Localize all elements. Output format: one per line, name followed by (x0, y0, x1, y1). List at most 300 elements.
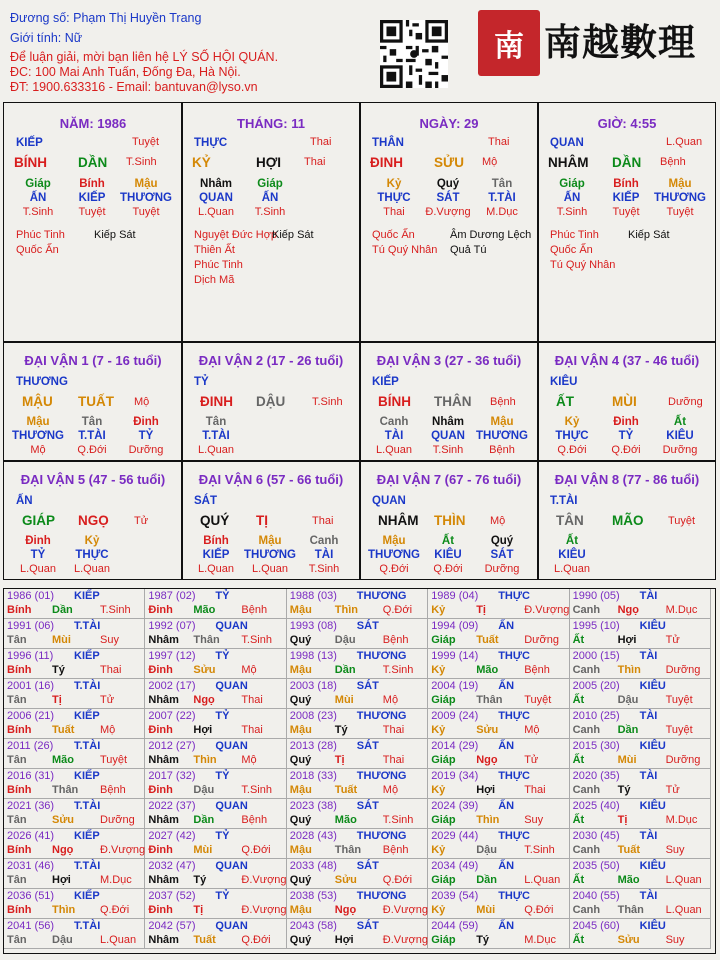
year-label: 2014 (29) (431, 740, 479, 752)
dai-van-life-stage: Mộ (134, 396, 150, 408)
hidden-star: TỶ (138, 430, 154, 442)
year-can: Giáp (431, 754, 456, 766)
pillar-title: THÁNG: 11 (237, 116, 305, 131)
dai-van-can: GIÁP (22, 513, 56, 528)
hidden-stem: Mậu (26, 416, 50, 428)
year-life-stage: L.Quan (665, 874, 702, 886)
year-life-stage: Mộ (241, 754, 257, 766)
year-star: ẤN (498, 800, 515, 812)
year-life-stage: Tuyệt (100, 754, 128, 766)
hidden-stem: Đinh (133, 416, 159, 428)
year-label: 2029 (44) (431, 830, 479, 842)
year-cell (4, 589, 145, 619)
year-life-stage: Mộ (100, 724, 116, 736)
hidden-stem: Giáp (559, 178, 585, 190)
year-label: 2015 (30) (572, 740, 620, 752)
year-life-stage: Thai (382, 724, 405, 736)
dai-van-chi: DẬU (256, 394, 286, 409)
chart-grid (3, 102, 716, 580)
year-can: Tân (7, 694, 27, 706)
year-can: Bính (7, 844, 32, 856)
year-chi: Sửu (617, 934, 640, 946)
year-star: KIẾP (74, 770, 100, 782)
hidden-star: ẤN (563, 192, 581, 204)
year-label: 2025 (40) (572, 800, 620, 812)
pillar-top-star: KIẾP (16, 137, 43, 149)
hidden-star: T.TÀI (78, 430, 106, 442)
year-can: Tân (7, 814, 27, 826)
year-star: T.TÀI (74, 680, 101, 692)
hidden-status: Tuyệt (612, 206, 640, 218)
year-label: 2035 (50) (572, 860, 620, 872)
year-star: TÀI (639, 650, 658, 662)
year-star: THƯƠNG (356, 710, 407, 722)
year-label: 2000 (15) (572, 650, 620, 662)
year-life-stage: Q.Đới (524, 904, 554, 916)
year-cell (570, 739, 711, 769)
hidden-stem: Mậu (668, 178, 692, 190)
year-star: KIẾP (74, 830, 100, 842)
year-chi: Dậu (52, 934, 73, 946)
year-star: THỰC (498, 590, 530, 602)
year-life-stage: Tử (524, 754, 539, 766)
year-life-stage: Thai (100, 664, 122, 676)
year-label: 2041 (56) (7, 920, 55, 932)
year-label: 1986 (01) (7, 590, 55, 602)
year-can: Ất (572, 634, 585, 646)
year-cell (287, 859, 428, 889)
year-cell (145, 799, 286, 829)
year-cell (428, 619, 569, 649)
year-can: Mậu (289, 784, 312, 796)
year-chi: Thìn (476, 814, 500, 826)
year-can: Kỷ (431, 604, 446, 616)
year-label: 2005 (20) (572, 680, 620, 692)
year-cell (428, 829, 569, 859)
year-label: 1994 (09) (431, 620, 479, 632)
hidden-status: Tuyệt (78, 206, 106, 218)
year-star: THỰC (498, 830, 530, 842)
seal-stamp: 南 (478, 10, 540, 76)
pillar-life-stage: Thai (304, 156, 326, 168)
year-star: ẤN (498, 620, 515, 632)
year-chi: Mão (334, 814, 357, 826)
year-life-stage: L.Quan (524, 874, 561, 886)
year-label: 2021 (36) (7, 800, 55, 812)
year-life-stage: Suy (100, 634, 119, 646)
pillar-bad-star: Kiếp Sát (94, 229, 136, 241)
pillar-top-status: Thai (310, 136, 332, 148)
hidden-star: KIÊU (434, 549, 462, 561)
year-star: T.TÀI (74, 740, 101, 752)
year-life-stage: Dưỡng (665, 754, 701, 766)
year-life-stage: T.Sinh (241, 784, 272, 796)
year-life-stage: Q.Đới (241, 844, 271, 856)
year-chi: Dần (52, 604, 73, 616)
hidden-star: T.TÀI (202, 430, 230, 442)
year-star: T.TÀI (74, 800, 101, 812)
year-can: Quý (289, 634, 312, 646)
year-can: Đinh (148, 604, 173, 616)
dai-van-chi: MÙI (612, 394, 637, 409)
dai-van-can: BÍNH (378, 394, 411, 409)
hidden-status: Q.Đới (379, 563, 409, 575)
dai-van-star: ẤN (16, 495, 33, 507)
year-chi: Ngọ (617, 604, 639, 616)
hidden-stem: Mậu (490, 416, 514, 428)
dai-van-can: QUÝ (200, 513, 230, 528)
dai-van-star: QUAN (372, 495, 406, 507)
hidden-star: KIÊU (666, 430, 694, 442)
year-star: TỶ (215, 770, 230, 782)
pillar-top-status: L.Quan (666, 136, 703, 148)
year-star: THỰC (498, 650, 530, 662)
hidden-status: Q.Đới (433, 563, 463, 575)
year-can: Mậu (289, 904, 312, 916)
pillar-top-star: THÂN (372, 137, 404, 149)
pillar-life-stage: Bệnh (660, 156, 686, 168)
year-star: SÁT (356, 740, 379, 752)
pillar-top-star: THỰC (194, 137, 228, 149)
dai-van-chi: TỊ (256, 513, 268, 528)
year-cell (428, 709, 569, 739)
year-cell (287, 829, 428, 859)
year-cell (4, 769, 145, 799)
year-cell (287, 709, 428, 739)
year-label: 1993 (08) (289, 620, 337, 632)
year-can: Giáp (431, 874, 456, 886)
hidden-status: Q.Đới (77, 444, 107, 456)
hidden-status: Q.Đới (557, 444, 587, 456)
year-star: KIÊU (639, 620, 666, 632)
year-can: Kỷ (431, 664, 446, 676)
year-cell (145, 589, 286, 619)
year-star: SÁT (356, 620, 379, 632)
year-chi: Tý (617, 784, 631, 796)
year-chi: Tuất (193, 934, 216, 946)
hidden-star: THỰC (555, 430, 589, 442)
year-star: KIÊU (639, 680, 666, 692)
year-chi: Tuất (52, 724, 75, 736)
year-label: 2024 (39) (431, 800, 479, 812)
year-cell (428, 649, 569, 679)
year-star: SÁT (356, 680, 379, 692)
year-life-stage: Tuyệt (524, 694, 552, 706)
hidden-stem: Mậu (134, 178, 158, 190)
year-chi: Tị (334, 754, 345, 766)
year-chi: Dậu (193, 784, 215, 796)
year-cell (4, 859, 145, 889)
year-star: TÀI (639, 590, 658, 602)
year-can: Bính (7, 604, 32, 616)
year-cell (570, 919, 711, 949)
year-label: 2007 (22) (148, 710, 196, 722)
contact-line: Để luận giải, mời bạn liên hệ LÝ SỐ HỘI QUÁN. (10, 50, 279, 64)
hidden-status: Dưỡng (128, 444, 164, 456)
year-life-stage: Bệnh (241, 604, 268, 616)
year-label: 1996 (11) (7, 650, 54, 662)
year-cell (145, 709, 286, 739)
pillar-title: NĂM: 1986 (59, 116, 127, 131)
year-life-stage: L.Quan (665, 904, 702, 916)
year-star: ẤN (498, 860, 515, 872)
dai-van-title: ĐẠI VẬN 5 (47 - 56 tuổi) (20, 472, 166, 487)
year-label: 1987 (02) (148, 590, 196, 602)
year-cell (570, 829, 711, 859)
year-cell (4, 829, 145, 859)
year-chi: Sửu (52, 814, 75, 826)
dai-van-life-stage: Mộ (490, 515, 506, 527)
dai-van-star: KIẾP (372, 376, 399, 388)
hidden-stem: Đinh (613, 416, 639, 428)
hidden-status: L.Quan (375, 444, 413, 456)
hidden-status: Thai (383, 206, 405, 218)
year-label: 2003 (18) (289, 680, 337, 692)
dai-van-can: ĐINH (200, 394, 233, 409)
year-label: 2016 (31) (7, 770, 55, 782)
year-can: Tân (7, 634, 27, 646)
year-chi: Mùi (476, 904, 496, 916)
year-life-stage: T.Sinh (241, 634, 272, 646)
hidden-star: T.TÀI (488, 192, 516, 204)
year-chi: Thìn (334, 604, 359, 616)
year-cell (570, 649, 711, 679)
year-label: 2022 (37) (148, 800, 196, 812)
year-star: KIẾP (74, 710, 100, 722)
hidden-status: T.Sinh (22, 206, 54, 218)
year-life-stage: Mộ (382, 694, 399, 706)
year-life-stage: Thai (524, 784, 546, 796)
year-can: Giáp (431, 814, 456, 826)
hidden-stem: Tân (205, 416, 227, 428)
year-can: Kỷ (431, 844, 446, 856)
year-cell (570, 859, 711, 889)
year-star: THƯƠNG (356, 590, 407, 602)
hidden-status: Dưỡng (662, 444, 698, 456)
year-can: Đinh (148, 844, 173, 856)
year-star: KIẾP (74, 890, 100, 902)
dai-van-can: MẬU (22, 394, 53, 409)
year-label: 2044 (59) (431, 920, 479, 932)
year-can: Đinh (148, 664, 173, 676)
year-chi: Dần (193, 814, 215, 826)
year-star: QUAN (215, 920, 248, 932)
year-chi: Thìn (617, 664, 641, 676)
year-cell (428, 739, 569, 769)
year-can: Bính (7, 664, 32, 676)
hidden-stem: Tân (81, 416, 103, 428)
year-chi: Dậu (476, 844, 497, 856)
dai-van-life-stage: Tử (134, 515, 149, 527)
pillar-life-stage: T.Sinh (126, 156, 157, 168)
phone-email-line: ĐT: 1900.633316 - Email: bantuvan@lyso.vn (10, 80, 258, 94)
year-chi: Mão (476, 664, 499, 676)
hidden-stem: Ất (441, 535, 455, 547)
hidden-star: QUAN (199, 192, 233, 204)
year-cell (570, 799, 711, 829)
year-life-stage: M.Dục (665, 814, 698, 826)
year-chi: Thìn (193, 754, 217, 766)
year-life-stage: Q.Đới (382, 604, 413, 616)
year-label: 1989 (04) (431, 590, 479, 602)
year-life-stage: Thai (241, 694, 263, 706)
hidden-star: TỶ (30, 549, 46, 561)
hidden-stem: Canh (379, 416, 409, 428)
dai-van-title: ĐẠI VẬN 1 (7 - 16 tuổi) (24, 353, 162, 368)
year-can: Đinh (148, 784, 173, 796)
year-can: Mậu (289, 844, 312, 856)
year-life-stage: Suy (665, 934, 685, 946)
pillar-life-stage: Mộ (482, 156, 498, 168)
hidden-star: THỰC (377, 192, 411, 204)
year-can: Nhâm (148, 634, 179, 646)
hidden-star: THƯƠNG (476, 430, 528, 442)
year-cell (145, 859, 286, 889)
year-cell (4, 799, 145, 829)
year-life-stage: L.Quan (100, 934, 137, 946)
hidden-star: KIẾP (612, 192, 640, 204)
year-cell (428, 799, 569, 829)
year-star: TÀI (639, 890, 658, 902)
year-star: KIÊU (639, 920, 666, 932)
hidden-star: THƯƠNG (654, 192, 706, 204)
year-chi: Ngọ (52, 844, 74, 856)
year-label: 1999 (14) (431, 650, 479, 662)
dai-van-life-stage: Thai (312, 515, 334, 527)
year-cell (145, 679, 286, 709)
dai-van-star: KIÊU (550, 376, 578, 388)
brand-logo: 南越數理 (544, 20, 696, 64)
year-can: Quý (289, 814, 312, 826)
year-can: Kỷ (431, 724, 446, 736)
year-life-stage: T.Sinh (382, 814, 414, 826)
year-chi: Mùi (617, 754, 637, 766)
year-label: 2012 (27) (148, 740, 196, 752)
dai-van-star: THƯƠNG (16, 376, 68, 388)
year-cell (428, 859, 569, 889)
year-life-stage: Tử (665, 784, 680, 796)
hidden-stem: Giáp (257, 178, 283, 190)
pillar-good-star: Phúc Tinh (194, 259, 243, 271)
year-star: T.TÀI (74, 920, 101, 932)
hidden-star: THƯƠNG (368, 549, 420, 561)
year-chi: Mão (52, 754, 74, 766)
year-can: Nhâm (148, 754, 179, 766)
year-chi: Thân (52, 784, 79, 796)
year-cell (287, 679, 428, 709)
year-cell (4, 889, 145, 919)
pillar-bad-star: Quả Tú (450, 244, 487, 256)
year-chi: Hợi (334, 934, 354, 946)
year-chi: Sửu (193, 664, 216, 676)
hidden-status: Dưỡng (484, 563, 520, 575)
year-star: TÀI (639, 770, 658, 782)
year-chi: Ngọ (334, 904, 357, 916)
year-label: 1992 (07) (148, 620, 196, 632)
pillar-can: BÍNH (14, 155, 47, 170)
year-can: Bính (7, 724, 32, 736)
year-label: 2013 (28) (289, 740, 337, 752)
year-can: Quý (289, 934, 312, 946)
pillar-top-status: Tuyệt (132, 136, 160, 148)
hidden-stem: Nhâm (200, 178, 232, 190)
pillar-top-star: QUAN (550, 137, 584, 149)
year-cell (145, 919, 286, 949)
year-life-stage: Dưỡng (665, 664, 701, 676)
year-life-stage: M.Dục (100, 874, 132, 886)
year-can: Đinh (148, 904, 173, 916)
year-cell (428, 889, 569, 919)
year-star: T.TÀI (74, 620, 101, 632)
year-cell (287, 619, 428, 649)
year-can: Bính (7, 904, 32, 916)
year-label: 2043 (58) (289, 920, 337, 932)
year-star: QUAN (215, 800, 248, 812)
dai-van-title: ĐẠI VẬN 8 (77 - 86 tuổi) (554, 472, 700, 487)
hidden-status: L.Quan (19, 563, 57, 575)
year-chi: Tị (617, 814, 628, 826)
year-life-stage: Q.Đới (382, 874, 413, 886)
hidden-status: Mộ (30, 444, 46, 456)
year-label: 2002 (17) (148, 680, 196, 692)
year-star: THỰC (498, 890, 530, 902)
hidden-stem: Bính (203, 535, 229, 547)
pillar-bad-star: Kiếp Sát (628, 229, 670, 241)
year-label: 2045 (60) (572, 920, 620, 932)
year-cell (287, 799, 428, 829)
owner-name: Đương số: Phạm Thị Huyền Trang (10, 11, 202, 25)
year-chi: Thân (617, 904, 644, 916)
hidden-star: QUAN (431, 430, 465, 442)
hidden-stem: Nhâm (432, 416, 464, 428)
hidden-status: L.Quan (251, 563, 289, 575)
year-label: 2033 (48) (289, 860, 337, 872)
year-can: Canh (572, 844, 601, 856)
pillar-good-star: Dịch Mã (194, 274, 235, 286)
year-chi: Thân (334, 844, 362, 856)
hidden-star: KIÊU (558, 549, 586, 561)
year-cell (145, 829, 286, 859)
dai-van-star: TỶ (194, 376, 209, 388)
dai-van-star: SÁT (194, 495, 217, 507)
year-can: Canh (572, 604, 601, 616)
dai-van-chi: MÃO (612, 513, 644, 528)
year-chi: Mão (617, 874, 640, 886)
year-label: 2023 (38) (289, 800, 337, 812)
pillar-bad-star: Âm Dương Lệch (450, 229, 532, 241)
year-can: Kỷ (431, 904, 446, 916)
dai-van-life-stage: T.Sinh (312, 396, 343, 408)
year-life-stage: Bệnh (100, 784, 126, 796)
year-chi: Thân (193, 634, 220, 646)
hidden-star: KIẾP (78, 192, 106, 204)
year-cell (4, 619, 145, 649)
year-can: Tân (7, 754, 27, 766)
gender: Giới tính: Nữ (10, 31, 83, 45)
year-chi: Dậu (334, 634, 356, 646)
year-star: THỰC (498, 770, 530, 782)
year-can: Ất (572, 934, 585, 946)
year-label: 2031 (46) (7, 860, 55, 872)
year-star: TÀI (639, 830, 658, 842)
year-star: THƯƠNG (356, 890, 407, 902)
year-life-stage: Thai (241, 724, 263, 736)
year-cell (145, 649, 286, 679)
hidden-star: TỶ (618, 430, 634, 442)
year-chi: Tuất (476, 634, 499, 646)
year-chi: Tuất (334, 784, 358, 796)
year-star: KIÊU (639, 860, 666, 872)
